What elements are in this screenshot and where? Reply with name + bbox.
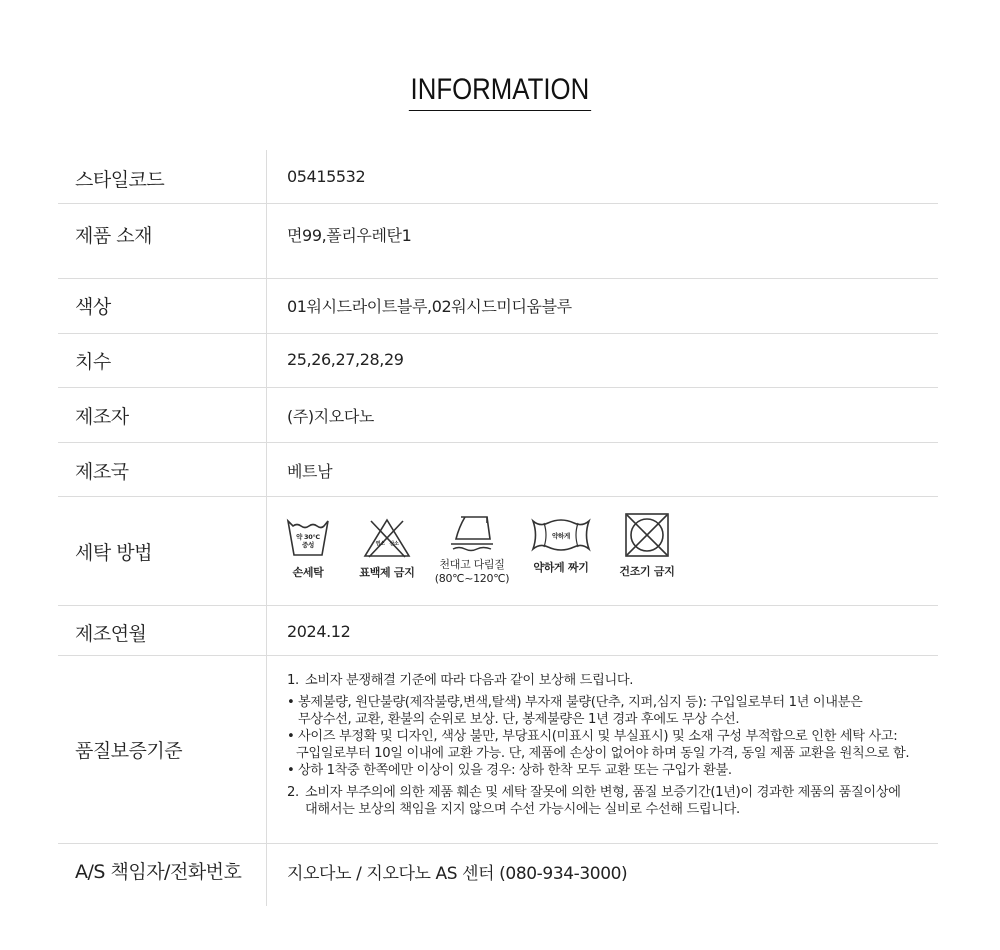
info-table [58, 150, 938, 906]
iron-caption: 천대고 다림질 [439, 558, 505, 571]
no-bleach-icon [361, 517, 413, 559]
quality-bullet-2b: 구입일로부터 10일 이내에 교환 가능. 단, 제품에 손상이 없어야 하며 동일 가격, 동일 제품 교환을 원칙으로 함. [296, 746, 910, 761]
quality-item-2a: 소비자 부주의에 의한 제품 훼손 및 세탁 잘못에 의한 변형, 품질 보증기간(1년)이 경과한 제품의 품질이상에 [305, 785, 901, 800]
bleach-oxygen: 산소 [389, 541, 399, 547]
column-divider [266, 204, 267, 278]
hand-wash-icon [285, 517, 331, 559]
bullet-dot: • [287, 763, 295, 778]
row-date [58, 606, 938, 656]
hand-wash-caption: 손세탁 [292, 566, 324, 579]
row-color [58, 279, 938, 334]
label-washing: 세탁 방법 [75, 542, 152, 564]
no-bleach-caption: 표백제 금지 [359, 566, 415, 579]
quality-num-2: 2. [287, 785, 299, 800]
quality-item-1 [287, 672, 909, 689]
value-style-code: 05415532 [287, 167, 366, 186]
label-maker: 제조자 [75, 406, 129, 428]
quality-list [287, 672, 909, 818]
row-as [58, 844, 938, 906]
wring-inner: 약하게 [552, 532, 570, 540]
quality-item-2b: 대해서는 보상의 책임을 지지 않으며 수선 가능시에는 실비로 수선해 드립니다. [305, 802, 740, 817]
wash-item-iron [432, 513, 512, 585]
wash-item-bleach [352, 517, 422, 580]
no-tumble-dry-icon [624, 512, 670, 558]
wash-item-wring [526, 517, 596, 575]
hand-wash-temp: 약 30°C [296, 533, 320, 541]
column-divider [266, 150, 267, 203]
bullet-dot: • [287, 729, 295, 744]
wash-item-dryer [612, 512, 682, 579]
row-country [58, 443, 938, 497]
bleach-chlorine: 염소 [375, 541, 385, 547]
iron-caption-temp: (80℃~120℃) [434, 572, 510, 585]
row-style-code [58, 150, 938, 204]
row-material [58, 204, 938, 279]
label-country: 제조국 [75, 461, 129, 483]
column-divider [266, 334, 267, 387]
dryer-caption: 건조기 금지 [619, 565, 675, 578]
bullet-dot: • [287, 695, 295, 710]
value-country: 베트남 [287, 462, 333, 481]
label-material: 제품 소재 [75, 225, 152, 247]
column-divider [266, 443, 267, 496]
iron-icon [447, 513, 497, 553]
row-maker [58, 388, 938, 443]
value-material: 면99,폴리우레탄1 [287, 226, 412, 245]
label-style-code: 스타일코드 [75, 169, 165, 191]
page-title: INFORMATION [409, 72, 591, 111]
wring-caption: 약하게 짜기 [533, 561, 589, 574]
quality-bullet-3-text: 상하 1착중 한쪽에만 이상이 있을 경우: 상하 한착 모두 교환 또는 구입가 환불. [298, 763, 732, 778]
label-color: 색상 [75, 296, 111, 318]
quality-num-1: 1. [287, 673, 299, 688]
column-divider [266, 606, 267, 655]
column-divider [266, 388, 267, 442]
row-size [58, 334, 938, 388]
quality-bullet-1 [287, 694, 909, 711]
column-divider [266, 844, 267, 906]
label-size: 치수 [75, 351, 111, 373]
wash-item-hand [284, 517, 332, 580]
column-divider [266, 497, 267, 605]
value-maker: (주)지오다노 [287, 407, 374, 426]
quality-bullet-1a: 봉제불량, 원단불량(제작불량,변색,탈색) 부자재 불량(단추, 지퍼,심지 등): 구입일로부터 1년 이내분은 [298, 695, 863, 710]
label-as: A/S 책임자/전화번호 [75, 861, 242, 883]
quality-item-2 [287, 784, 909, 801]
title-wrap [0, 72, 1000, 111]
label-date: 제조연월 [75, 623, 147, 645]
value-size: 25,26,27,28,29 [287, 350, 404, 369]
hand-wash-neutral: 중성 [302, 541, 314, 549]
value-as: 지오다노 / 지오다노 AS 센터 (080-934-3000) [287, 864, 628, 884]
value-color: 01워시드라이트블루,02워시드미디움블루 [287, 297, 572, 316]
column-divider [266, 279, 267, 333]
row-quality [58, 656, 938, 844]
quality-bullet-1b: 무상수선, 교환, 환불의 순위로 보상. 단, 봉제불량은 1년 경과 후에도 무상 수선. [298, 712, 740, 727]
quality-bullet-3 [287, 762, 909, 779]
column-divider [266, 656, 267, 843]
row-washing [58, 497, 938, 606]
value-date: 2024.12 [287, 622, 351, 641]
label-quality: 품질보증기준 [75, 740, 183, 762]
quality-bullet-2a: 사이즈 부정확 및 디자인, 색상 불만, 부당표시(미표시 및 부실표시) 및 소재 구성 부적합으로 인한 세탁 사고: [298, 729, 898, 744]
quality-bullet-2 [287, 728, 909, 745]
quality-item-1-text: 소비자 분쟁해결 기준에 따라 다음과 같이 보상해 드립니다. [305, 673, 634, 688]
gentle-wring-icon [530, 517, 592, 553]
